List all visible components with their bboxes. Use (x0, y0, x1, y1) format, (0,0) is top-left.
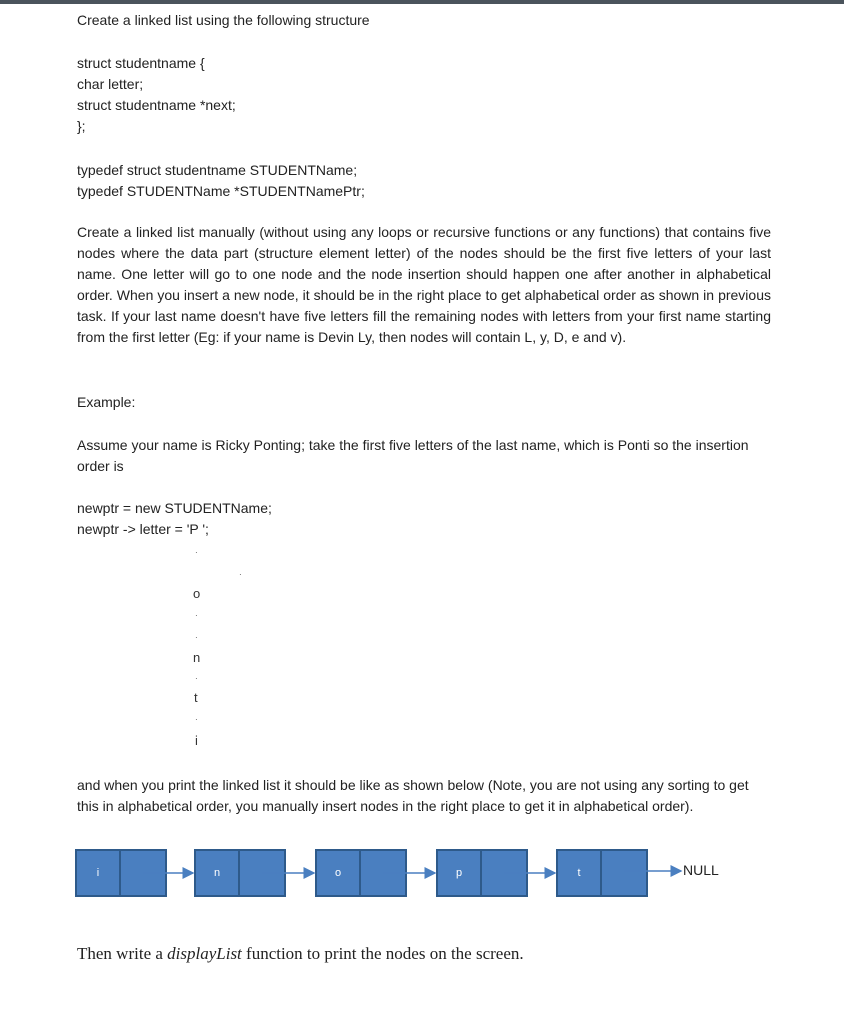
faint-letter: o (193, 586, 201, 601)
function-name: displayList (167, 944, 242, 963)
faint-dot: · (195, 633, 198, 642)
faint-dot: · (195, 611, 198, 620)
instructions-paragraph: Create a linked list manually (without using any loops or recursive functions or any functions) that contains five nodes where the data part (structure element letter) of the nodes should be the first five letters of your last name. One letter will go to one node and the node insertion should happen one after another in alphabetical order. When you insert a new node, it should be in the right place to get alphabetical order as shown in previous task. If your last name doesn't have five letters fill the remaining nodes with letters from your first name starting from the first letter (Eg: if your name is Devin Ly, then nodes will contain L, y, D, e and v). (77, 224, 771, 345)
code-line: newptr -> letter = 'P '; (77, 521, 209, 537)
faint-dot: · (195, 548, 198, 557)
faint-letter: t (194, 690, 198, 705)
node-data-cell: n (194, 849, 240, 897)
print-paragraph: and when you print the linked list it should be like as shown below (Note, you are not using any sorting to get this in alphabetical order, you manually insert nodes in the right place to get it in alphabetical order). (77, 777, 749, 814)
code-line: newptr = new STUDENTName; (77, 500, 272, 516)
faint-dot: · (239, 570, 242, 579)
example-label: Example: (77, 394, 136, 410)
null-label: NULL (683, 862, 719, 878)
faint-dot: · (195, 715, 198, 724)
faint-dot: · (195, 674, 198, 683)
final-after: function to print the nodes on the screen. (241, 944, 524, 963)
node-data-cell: o (315, 849, 361, 897)
struct-line: struct studentname *next; (77, 97, 236, 113)
final-before: Then write a (77, 944, 168, 963)
struct-line: struct studentname { (77, 55, 205, 71)
final-instruction (77, 944, 524, 964)
struct-line: }; (77, 118, 86, 134)
intro-text: Create a linked list using the following structure (77, 12, 370, 28)
faint-letter: i (195, 733, 198, 748)
assume-paragraph: Assume your name is Ricky Ponting; take the first five letters of the last name, which is Ponti so the insertion order is (77, 437, 749, 474)
faint-letter: n (193, 650, 201, 665)
node-data-cell: t (556, 849, 602, 897)
node-data-cell: i (75, 849, 121, 897)
typedef-line: typedef struct studentname STUDENTName; (77, 162, 358, 178)
struct-line: char letter; (77, 76, 144, 92)
typedef-line: typedef STUDENTName *STUDENTNamePtr; (77, 183, 365, 199)
node-data-cell: p (436, 849, 482, 897)
